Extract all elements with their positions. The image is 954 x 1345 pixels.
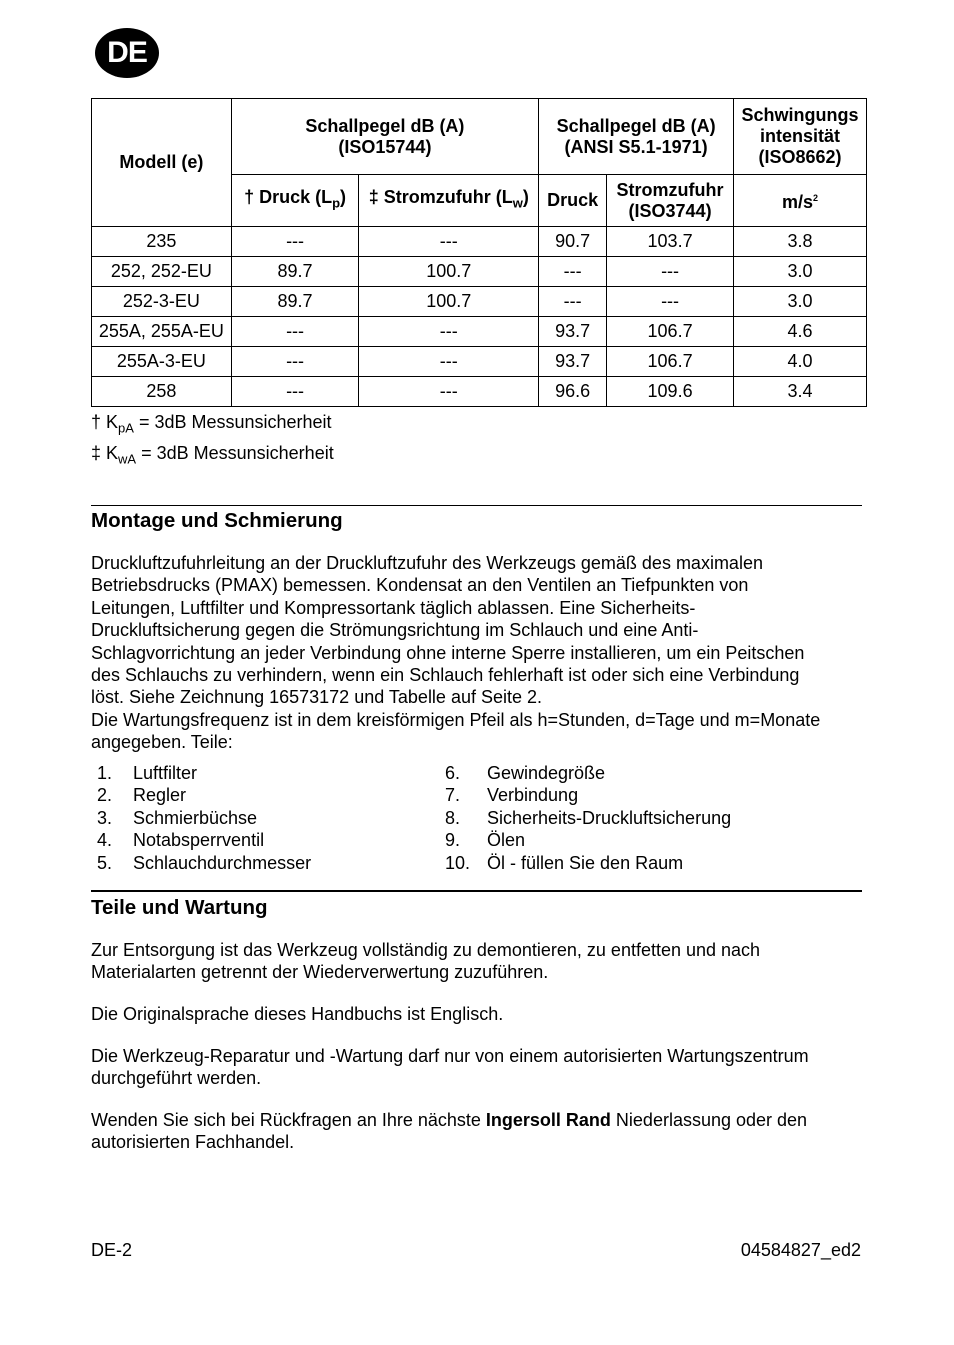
parts-list-right [445, 762, 731, 874]
table-cell: 258 [92, 377, 232, 407]
paragraph-line: Schlagvorrichtung an jeder Verbindung ohne interne Sperre installieren, um ein Peitschen [91, 642, 805, 663]
table-cell: --- [231, 347, 359, 377]
list-item [91, 762, 311, 784]
list-item [445, 807, 731, 829]
list-item-label: Schlauchdurchmesser [133, 852, 312, 873]
list-item-number: 1. [97, 763, 113, 783]
table-cell: 3.8 [734, 227, 867, 257]
disposal-paragraph: Zur Entsorgung ist das Werkzeug vollständig zu demontieren, zu entfetten und nach Materialarten getrennt der Wiederverwertung zuzuführen. [91, 940, 761, 983]
paragraph-line: Die Wartungsfrequenz ist in dem kreisförmigen Pfeil als h=Stunden, d=Tage und m=Monate [91, 709, 821, 730]
table-row [92, 377, 867, 407]
contact-paragraph: Wenden Sie sich bei Rückfragen an Ihre nächste Ingersoll Rand Niederlassung oder den autorisierten Fachhandel. [91, 1110, 808, 1153]
list-item-number: 9. [445, 830, 461, 851]
original-language-paragraph: Die Originalsprache dieses Handbuchs ist Englisch. [91, 1004, 504, 1024]
subheader-strom-lw: ‡ Stromzufuhr $(L_w)$ [359, 175, 539, 227]
list-item-label: Öl - füllen Sie den Raum [487, 852, 684, 873]
language-badge: DE [95, 28, 159, 78]
table-cell: 89.7 [231, 287, 359, 317]
list-item-label: Schmierbüchse [133, 807, 258, 828]
montage-paragraph [91, 552, 871, 754]
paragraph-line: löst. Siehe Zeichnung 16573172 und Tabelle auf Seite 2. [91, 687, 543, 708]
footnote-kwa: ‡ $K_{wA} = 3dB$ Messunsicherheit [91, 442, 334, 467]
table-cell: 96.6 [539, 377, 607, 407]
paragraph-line: Druckluftzufuhrleitung an der Druckluftzufuhr des Werkzeugs gemäß des maximalen [91, 553, 763, 573]
list-item-number: 2. [97, 785, 113, 806]
table-cell: --- [359, 377, 539, 407]
table-cell: --- [607, 287, 734, 317]
table-cell: 255A, 255A-EU [92, 317, 232, 347]
parts-list-left [91, 762, 311, 874]
table-cell: 252-3-EU [92, 287, 232, 317]
list-item-number: 7. [445, 785, 461, 806]
table-cell: 4.6 [734, 317, 867, 347]
subheader-druck-lp: † Druck $(L_p)$ [231, 175, 359, 227]
header-model: Modell (e) [92, 99, 232, 227]
list-item-number: 5. [97, 852, 113, 873]
table-cell: 106.7 [607, 347, 734, 377]
header-ansi [539, 99, 734, 175]
brand-name: Ingersoll Rand [485, 1110, 611, 1130]
table-cell: --- [231, 317, 359, 347]
table-cell: --- [231, 227, 359, 257]
table-cell: --- [359, 317, 539, 347]
list-item [445, 762, 731, 784]
list-item-label: Luftfilter [133, 763, 198, 783]
table-footnotes [91, 410, 334, 471]
list-item [91, 807, 311, 829]
table-cell: 255A-3-EU [92, 347, 232, 377]
table-cell: --- [359, 347, 539, 377]
table-row [92, 257, 867, 287]
table-cell: 103.7 [607, 227, 734, 257]
header-iso15744-line1: Schallpegel dB (A) [305, 115, 465, 136]
paragraph-line: Betriebsdrucks (PMAX) bemessen. Kondensat an den Ventilen an Tiefpunkten von [91, 575, 749, 596]
subheader-druck: Druck [539, 175, 607, 227]
header-iso15744 [231, 99, 538, 175]
list-item-label: Notabsperrventil [133, 830, 265, 851]
table-cell: --- [607, 257, 734, 287]
table-cell: 93.7 [539, 347, 607, 377]
header-vibration-line3: (ISO8662) [758, 147, 842, 167]
footnote-kpa: † $K_{pA} = 3dB$ Messunsicherheit [91, 412, 332, 436]
list-item-label: Sicherheits-Druckluftsicherung [487, 807, 732, 828]
table-cell: 252, 252-EU [92, 257, 232, 287]
table-cell: 89.7 [231, 257, 359, 287]
paragraph-line: Leitungen, Luftfilter und Kompressortank täglich ablassen. Eine Sicherheits- [91, 597, 696, 618]
table-cell: 93.7 [539, 317, 607, 347]
section-title-montage: Montage und Schmierung [91, 509, 343, 532]
header-ansi-line1: Schallpegel dB (A) [556, 115, 716, 136]
repair-paragraph: Die Werkzeug-Reparatur und -Wartung darf nur von einem autorisierten Wartungszentrum durchgeführt werden. [91, 1046, 809, 1089]
table-cell: --- [231, 377, 359, 407]
header-iso15744-line2: (ISO15744) [338, 136, 432, 157]
table-cell: 3.0 [734, 257, 867, 287]
section-title-teile: Teile und Wartung [91, 896, 268, 919]
list-item [91, 852, 311, 874]
table-cell: --- [359, 227, 539, 257]
list-item [445, 784, 731, 806]
table-cell: --- [539, 257, 607, 287]
list-item-number: 4. [97, 830, 113, 851]
section-divider [91, 890, 862, 892]
sound-vibration-table [91, 98, 867, 407]
list-item-number: 8. [445, 807, 461, 828]
table-cell: 100.7 [359, 257, 539, 287]
table-row [92, 227, 867, 257]
paragraph-line: Druckluftsicherung gegen die Strömungsrichtung im Schlauch und eine Anti- [91, 620, 699, 641]
list-item-label: Gewindegröße [487, 763, 606, 783]
list-item-label: Ölen [487, 830, 526, 851]
paragraph-line: angegeben. Teile: [91, 732, 233, 753]
table-cell: 3.4 [734, 377, 867, 407]
document-id: 04584827_ed2 [740, 1240, 861, 1260]
list-item [445, 829, 731, 851]
list-item-number: 3. [97, 807, 113, 828]
header-ansi-line2: (ANSI S5.1-1971) [564, 136, 708, 157]
table-cell: 109.6 [607, 377, 734, 407]
table-cell: --- [539, 287, 607, 317]
table-cell: 4.0 [734, 347, 867, 377]
table-cell: 3.0 [734, 287, 867, 317]
header-vibration-line1: Schwingungs [741, 105, 859, 125]
table-cell: 106.7 [607, 317, 734, 347]
header-vibration-line2: intensität [760, 126, 841, 146]
table-row [92, 317, 867, 347]
section-divider [91, 505, 862, 506]
table-cell: 90.7 [539, 227, 607, 257]
page-number: DE-2 [91, 1240, 133, 1260]
header-vibration [734, 99, 867, 175]
table-row [92, 347, 867, 377]
list-item-number: 6. [445, 763, 461, 783]
list-item-number: 10. [445, 852, 471, 873]
table-cell: 100.7 [359, 287, 539, 317]
table-row [92, 287, 867, 317]
subheader-stromzufuhr-iso3744: Stromzufuhr (ISO3744) [607, 175, 734, 227]
list-item [91, 784, 311, 806]
list-item [445, 852, 731, 874]
subheader-unit: $m/s^2$ [734, 175, 867, 227]
paragraph-line: des Schlauchs zu verhindern, wenn ein Schlauch fehlerhaft ist oder sich eine Verbindung [91, 665, 800, 686]
list-item-label: Verbindung [487, 785, 579, 806]
list-item-label: Regler [133, 785, 187, 806]
table-cell: 235 [92, 227, 232, 257]
list-item [91, 829, 311, 851]
